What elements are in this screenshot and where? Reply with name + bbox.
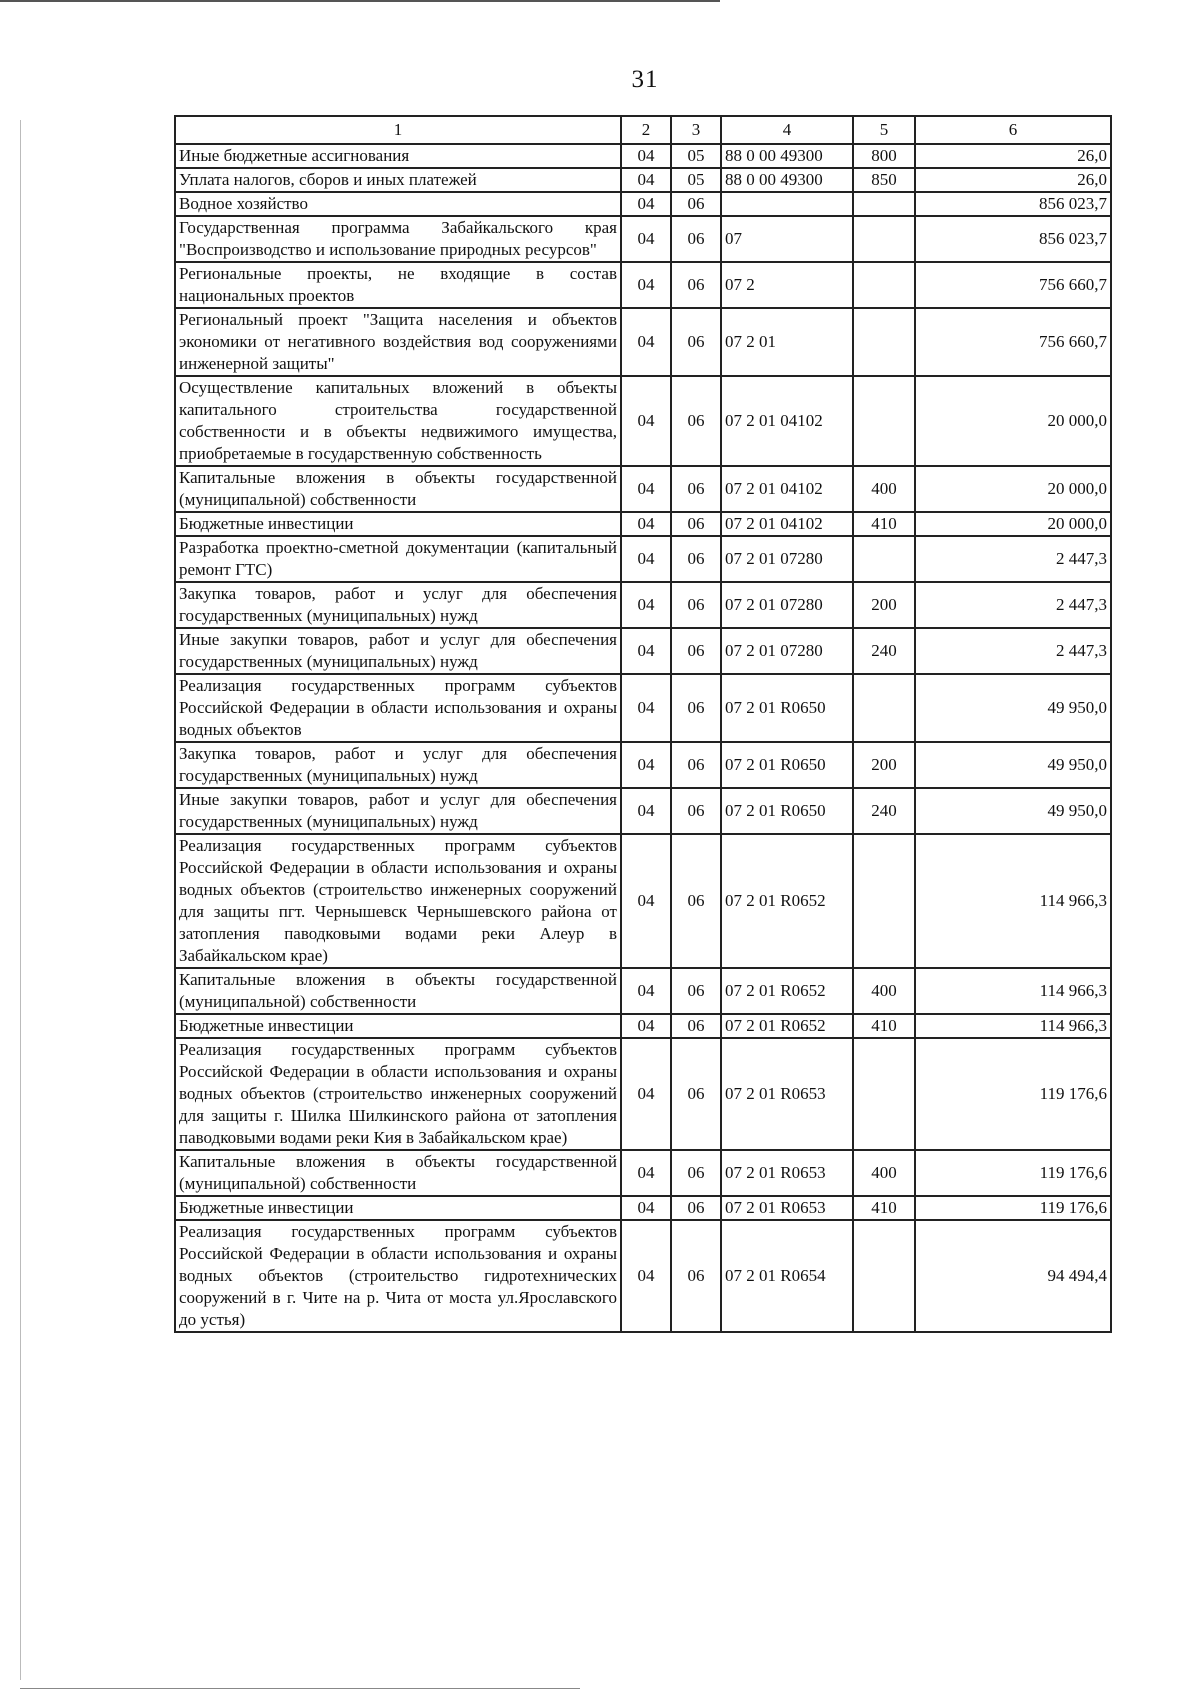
row-description: Закупка товаров, работ и услуг для обеспечения государственных (муниципальных) нужд: [175, 582, 621, 628]
table-row: [175, 536, 1111, 582]
row-description: Водное хозяйство: [175, 192, 621, 216]
row-amount: 114 966,3: [915, 1014, 1111, 1038]
table-row: [175, 376, 1111, 466]
table-row: [175, 192, 1111, 216]
row-subsection: 06: [671, 1220, 721, 1332]
row-section: 04: [621, 168, 671, 192]
row-subsection: 06: [671, 788, 721, 834]
row-section: 04: [621, 308, 671, 376]
column-header: 1: [175, 116, 621, 144]
table-row: [175, 262, 1111, 308]
row-expense-type: [853, 262, 915, 308]
row-amount: 856 023,7: [915, 216, 1111, 262]
row-expense-type: [853, 216, 915, 262]
row-expense-type: [853, 192, 915, 216]
row-amount: 2 447,3: [915, 628, 1111, 674]
column-header: 6: [915, 116, 1111, 144]
table-row: [175, 216, 1111, 262]
row-amount: 114 966,3: [915, 968, 1111, 1014]
row-description: Иные бюджетные ассигнования: [175, 144, 621, 168]
row-amount: 26,0: [915, 168, 1111, 192]
row-section: 04: [621, 834, 671, 968]
row-expense-type: 410: [853, 1014, 915, 1038]
row-subsection: 06: [671, 536, 721, 582]
row-subsection: 06: [671, 262, 721, 308]
header-row: [175, 116, 1111, 144]
row-description: Капитальные вложения в объекты государственной (муниципальной) собственности: [175, 466, 621, 512]
row-target-article: 07 2 01 07280: [721, 628, 853, 674]
table-row: [175, 1196, 1111, 1220]
table-row: [175, 168, 1111, 192]
row-amount: 119 176,6: [915, 1038, 1111, 1150]
row-target-article: 07 2 01 R0650: [721, 788, 853, 834]
row-expense-type: 410: [853, 512, 915, 536]
row-expense-type: [853, 1038, 915, 1150]
row-amount: 20 000,0: [915, 466, 1111, 512]
table-row: [175, 674, 1111, 742]
row-subsection: 05: [671, 168, 721, 192]
row-section: 04: [621, 674, 671, 742]
table-row: [175, 968, 1111, 1014]
row-subsection: 06: [671, 1150, 721, 1196]
row-section: 04: [621, 512, 671, 536]
table-row: [175, 466, 1111, 512]
row-expense-type: 400: [853, 1150, 915, 1196]
row-section: 04: [621, 466, 671, 512]
row-subsection: 06: [671, 466, 721, 512]
row-amount: 49 950,0: [915, 742, 1111, 788]
table-row: [175, 1150, 1111, 1196]
row-subsection: 06: [671, 742, 721, 788]
table-row: [175, 582, 1111, 628]
row-target-article: 07 2 01 R0650: [721, 742, 853, 788]
row-description: Разработка проектно-сметной документации (капитальный ремонт ГТС): [175, 536, 621, 582]
row-target-article: 07 2 01 07280: [721, 536, 853, 582]
row-target-article: 07 2 01 R0652: [721, 834, 853, 968]
row-amount: 2 447,3: [915, 582, 1111, 628]
row-subsection: 06: [671, 674, 721, 742]
row-section: 04: [621, 788, 671, 834]
row-expense-type: [853, 1220, 915, 1332]
scan-edge-left: [20, 120, 21, 1680]
row-description: Бюджетные инвестиции: [175, 1196, 621, 1220]
row-section: 04: [621, 742, 671, 788]
column-header: 5: [853, 116, 915, 144]
row-target-article: 07 2 01 07280: [721, 582, 853, 628]
row-amount: 856 023,7: [915, 192, 1111, 216]
row-description: Закупка товаров, работ и услуг для обеспечения государственных (муниципальных) нужд: [175, 742, 621, 788]
table-row: [175, 788, 1111, 834]
row-amount: 49 950,0: [915, 788, 1111, 834]
row-expense-type: [853, 674, 915, 742]
row-subsection: 06: [671, 192, 721, 216]
row-target-article: 07 2 01 04102: [721, 466, 853, 512]
row-target-article: 07 2 01 04102: [721, 376, 853, 466]
row-section: 04: [621, 536, 671, 582]
scan-edge-top: [0, 0, 720, 2]
row-description: Осуществление капитальных вложений в объекты капитального строительства государственной собственности и в объекты недвижимого имущества, приобретаемые в государственную собственность: [175, 376, 621, 466]
row-subsection: 05: [671, 144, 721, 168]
table-row: [175, 834, 1111, 968]
row-description: Уплата налогов, сборов и иных платежей: [175, 168, 621, 192]
row-target-article: 07 2 01 R0653: [721, 1196, 853, 1220]
row-section: 04: [621, 1014, 671, 1038]
row-amount: 119 176,6: [915, 1196, 1111, 1220]
row-amount: 2 447,3: [915, 536, 1111, 582]
row-subsection: 06: [671, 582, 721, 628]
row-expense-type: 200: [853, 742, 915, 788]
table-row: [175, 1038, 1111, 1150]
row-expense-type: 240: [853, 788, 915, 834]
row-description: Государственная программа Забайкальского края "Воспроизводство и использование природных ресурсов": [175, 216, 621, 262]
row-description: Реализация государственных программ субъектов Российской Федерации в области использования и охраны водных объектов (строительство гидротехнических сооружений в г. Чите на р. Чита от моста ул.Ярославского до устья): [175, 1220, 621, 1332]
table-row: [175, 512, 1111, 536]
table-row: [175, 628, 1111, 674]
row-section: 04: [621, 1150, 671, 1196]
budget-table: [174, 115, 1112, 1333]
row-expense-type: 200: [853, 582, 915, 628]
row-description: Капитальные вложения в объекты государственной (муниципальной) собственности: [175, 968, 621, 1014]
row-amount: 119 176,6: [915, 1150, 1111, 1196]
row-amount: 94 494,4: [915, 1220, 1111, 1332]
row-amount: 756 660,7: [915, 308, 1111, 376]
row-subsection: 06: [671, 834, 721, 968]
table-row: [175, 1220, 1111, 1332]
row-section: 04: [621, 628, 671, 674]
row-target-article: 88 0 00 49300: [721, 144, 853, 168]
row-section: 04: [621, 144, 671, 168]
row-section: 04: [621, 376, 671, 466]
row-section: 04: [621, 192, 671, 216]
row-amount: 20 000,0: [915, 376, 1111, 466]
row-amount: 49 950,0: [915, 674, 1111, 742]
row-section: 04: [621, 1220, 671, 1332]
row-section: 04: [621, 216, 671, 262]
row-expense-type: 850: [853, 168, 915, 192]
row-subsection: 06: [671, 216, 721, 262]
row-description: Реализация государственных программ субъектов Российской Федерации в области использования и охраны водных объектов (строительство инженерных сооружений для защиты г. Шилка Шилкинского района от затопления паводковыми водами реки Кия в Забайкальском крае): [175, 1038, 621, 1150]
table-row: [175, 308, 1111, 376]
row-section: 04: [621, 1038, 671, 1150]
row-subsection: 06: [671, 1038, 721, 1150]
row-description: Бюджетные инвестиции: [175, 512, 621, 536]
row-expense-type: [853, 536, 915, 582]
table-row: [175, 1014, 1111, 1038]
row-target-article: 07 2 01 R0650: [721, 674, 853, 742]
row-expense-type: [853, 376, 915, 466]
column-header: 4: [721, 116, 853, 144]
row-description: Капитальные вложения в объекты государственной (муниципальной) собственности: [175, 1150, 621, 1196]
row-section: 04: [621, 262, 671, 308]
row-section: 04: [621, 1196, 671, 1220]
row-expense-type: 400: [853, 466, 915, 512]
row-target-article: 07 2 01 R0653: [721, 1150, 853, 1196]
row-amount: 20 000,0: [915, 512, 1111, 536]
row-target-article: 07 2 01 R0653: [721, 1038, 853, 1150]
row-description: Региональные проекты, не входящие в состав национальных проектов: [175, 262, 621, 308]
row-amount: 114 966,3: [915, 834, 1111, 968]
row-target-article: 07: [721, 216, 853, 262]
row-description: Реализация государственных программ субъектов Российской Федерации в области использования и охраны водных объектов: [175, 674, 621, 742]
column-header: 2: [621, 116, 671, 144]
row-subsection: 06: [671, 308, 721, 376]
row-target-article: 88 0 00 49300: [721, 168, 853, 192]
row-target-article: [721, 192, 853, 216]
row-description: Иные закупки товаров, работ и услуг для обеспечения государственных (муниципальных) нужд: [175, 788, 621, 834]
row-description: Бюджетные инвестиции: [175, 1014, 621, 1038]
scan-edge-bottom: [20, 1688, 580, 1689]
row-target-article: 07 2: [721, 262, 853, 308]
row-subsection: 06: [671, 1014, 721, 1038]
row-target-article: 07 2 01 R0654: [721, 1220, 853, 1332]
row-expense-type: 400: [853, 968, 915, 1014]
row-expense-type: 800: [853, 144, 915, 168]
row-target-article: 07 2 01: [721, 308, 853, 376]
row-expense-type: [853, 308, 915, 376]
row-subsection: 06: [671, 968, 721, 1014]
row-subsection: 06: [671, 628, 721, 674]
row-description: Иные закупки товаров, работ и услуг для обеспечения государственных (муниципальных) нужд: [175, 628, 621, 674]
row-expense-type: 410: [853, 1196, 915, 1220]
row-amount: 26,0: [915, 144, 1111, 168]
row-description: Региональный проект "Защита населения и объектов экономики от негативного воздействия вод сооружениями инженерной защиты": [175, 308, 621, 376]
page-number: 31: [631, 66, 659, 93]
row-expense-type: 240: [853, 628, 915, 674]
row-expense-type: [853, 834, 915, 968]
row-description: Реализация государственных программ субъектов Российской Федерации в области использования и охраны водных объектов (строительство инженерных сооружений для защиты пгт. Чернышевск Чернышевского района от затопления паводковыми водами реки Алеур в Забайкальском крае): [175, 834, 621, 968]
table-row: [175, 144, 1111, 168]
row-section: 04: [621, 968, 671, 1014]
row-section: 04: [621, 582, 671, 628]
row-subsection: 06: [671, 1196, 721, 1220]
row-amount: 756 660,7: [915, 262, 1111, 308]
row-subsection: 06: [671, 512, 721, 536]
row-target-article: 07 2 01 R0652: [721, 968, 853, 1014]
column-header: 3: [671, 116, 721, 144]
row-target-article: 07 2 01 04102: [721, 512, 853, 536]
row-subsection: 06: [671, 376, 721, 466]
table-row: [175, 742, 1111, 788]
row-target-article: 07 2 01 R0652: [721, 1014, 853, 1038]
